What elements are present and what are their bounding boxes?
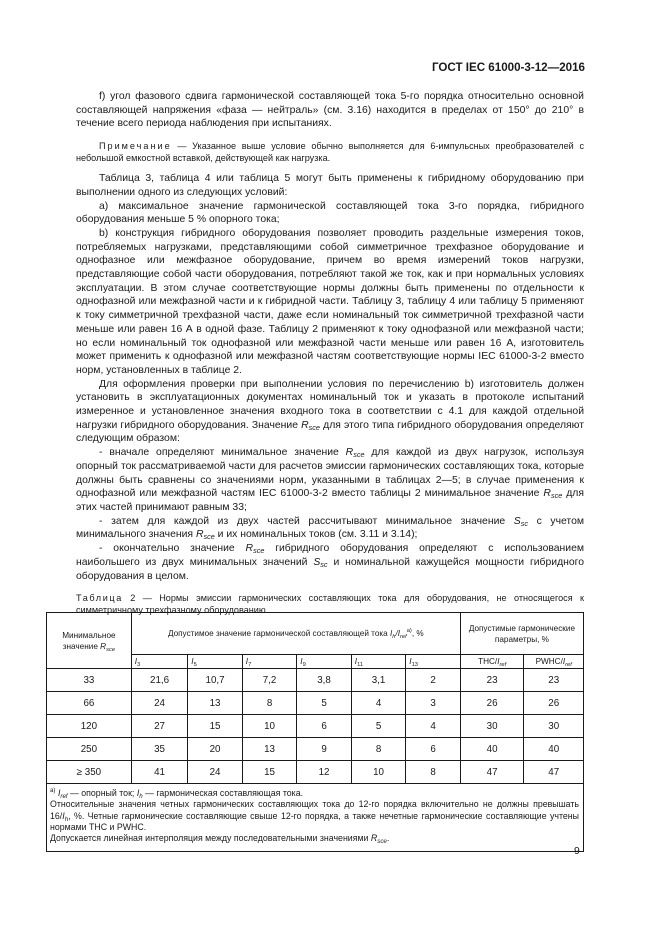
paragraph-b: b) конструкция гибридного оборудования позволяет проводить раздельные измерения токов, потребляемых нагрузками, представляющими собой симметричное трехфазное оборудование и однофазное или межфазное оборудование, причем во время измерений токов нагрузки, представляющие собой части оборудования, потребляют такой же ток, как и при нормальных условиях эксплуатации. В этом случае соответствующие нормы должны быть применены по отдельности к однофазной или межфазной части и к гибридной части. Таблицу 3, таблицу 4 или таблицу 5 применяют к току симметричной трехфазной части, даже если номинальный ток симметричной трехфазной части меньше или равен 16 А в одной фазе. Таблицу 2 применяют к току однофазной или межфазной части; но если номинальный ток однофазной или межфазной части меньше или равен 16 А, изготовитель может применить к однофазной или межфазной частям соответствующие нормы IEC 61000-3-2 вместо норм, установленных в таблице 2.	[76, 227, 584, 376]
note-label: Примечание	[99, 141, 172, 152]
harmonic-limits-table	[46, 612, 584, 852]
header-allowed-params: Допустимые гармонические параметры, %	[460, 613, 583, 655]
paragraph-a: a) максимальное значение гармонической составляющей тока 3-го порядка, гибридного оборудования меньше 5 % опорного тока;	[76, 200, 584, 226]
header-i11: $I_{11}$	[351, 655, 406, 669]
header-allowed-harmonic: Допустимое значение гармонической составляющей тока $I_h/I_{ref}^{а)}$, %	[131, 613, 460, 655]
body-text	[76, 90, 584, 616]
footnote-a: $^{а)}$ $I_{ref}$ — опорный ток; $I_h$ — гармоническая составляющая тока.	[50, 787, 304, 800]
r-sce-symbol: $R_{sce}$	[301, 419, 320, 432]
table-row: 33 21,6 10,7 7,2 3,8 3,1 2 23 23	[47, 669, 584, 692]
document-id-header: ГОСТ IEC 61000-3-12—2016	[431, 61, 585, 74]
bullet-2: - затем для каждой из двух частей рассчитывают минимальное значение $S_{sc}$ с учетом минимального значения $R_{sce}$ и их номинальных токов (см. 3.11 и 3.14);	[76, 515, 585, 542]
table-footnotes	[47, 784, 584, 852]
paragraph-check: Для оформления проверки при выполнении условия по перечислению b) изготовитель должен установить в эксплуатационных документах номинальный ток и указать в протоколе испытаний измеренное и установленное значения входного тока в соответствии с 4.1 для каждой отдельной нагрузки гибридного оборудования. Значение $R_{sce}$ для этого типа гибридного оборудования определяют следующим образом:	[76, 378, 584, 445]
table-row: 120 27 15 10 6 5 4 30 30	[47, 715, 584, 738]
header-i7: $I_7$	[242, 655, 297, 669]
table-row: 250 35 20 13 9 8 6 40 40	[47, 738, 584, 761]
footnote-even-harmonics: Относительные значения четных гармонических составляющих тока до 12-го порядка включительно не должны превышать $16/I_h$, %. Четные гармонические составляющие свыше 12-го порядка, а также нечетные гармонические составляющие учтены нормами THC и PWHC.	[50, 799, 579, 832]
bullet-1: - вначале определяют минимальное значение $R_{sce}$ для каждой из двух нагрузок, используя опорный ток рассматриваемой части для расчетов эмиссии гармонических составляющих тока, которые должны быть сравнены со значениями норм, указанными в таблицах 2—5; в случае применения к однофазной или межфазной частям IEC 61000-3-2 вместо таблицы 2 минимальное значение $R_{sce}$ для этих частей принимают равным 33;	[76, 447, 585, 513]
bullet-3: - окончательно значение $R_{sce}$ гибридного оборудования определяют с использованием наибольшего из двух минимальных значений $S_{sc}$ и номинальной кажущейся мощности гибридного оборудования в целом.	[76, 543, 584, 582]
page-number: 9	[574, 846, 580, 857]
note-text: — Указанное выше условие обычно выполняется для 6-импульсных преобразователей с небольшой емкостной вставкой, действующей как нагрузка.	[76, 141, 584, 164]
header-min-rsce: Минимальное значение $R_{sce}$	[47, 613, 132, 669]
paragraph-tables: Таблица 3, таблица 4 или таблица 5 могут быть применены к гибридному оборудованию при выполнении одного из следующих условий:	[76, 173, 584, 198]
header-pwhc: PWHC/$I_{ref}$	[524, 655, 584, 669]
header-i9: $I_9$	[297, 655, 352, 669]
table-row: 66 24 13 8 5 4 3 26 26	[47, 692, 584, 715]
note	[76, 140, 584, 164]
header-i13: $I_{13}$	[406, 655, 461, 669]
header-i3: $I_3$	[131, 655, 188, 669]
table-caption: Таблица 2 — Нормы эмиссии гармонических составляющих тока для оборудования, не относящегося к симметричному трехфазному оборудованию	[76, 593, 585, 616]
paragraph-f: f) угол фазового сдвига гармонической составляющей тока 5-го порядка относительно основной составляющей напряжения «фаза — нейтраль» (см. 3.16) находится в пределах от 150° до 210° в течение всего периода наблюдения при испытаниях.	[76, 91, 584, 130]
header-thc: THC/$I_{ref}$	[460, 655, 524, 669]
header-i5: $I_5$	[188, 655, 243, 669]
footnote-interpolation: Допускается линейная интерполяция между последовательными значениями $R_{sce}$.	[50, 833, 390, 846]
table-row: ≥ 350 41 24 15 12 10 8 47 47	[47, 761, 584, 784]
